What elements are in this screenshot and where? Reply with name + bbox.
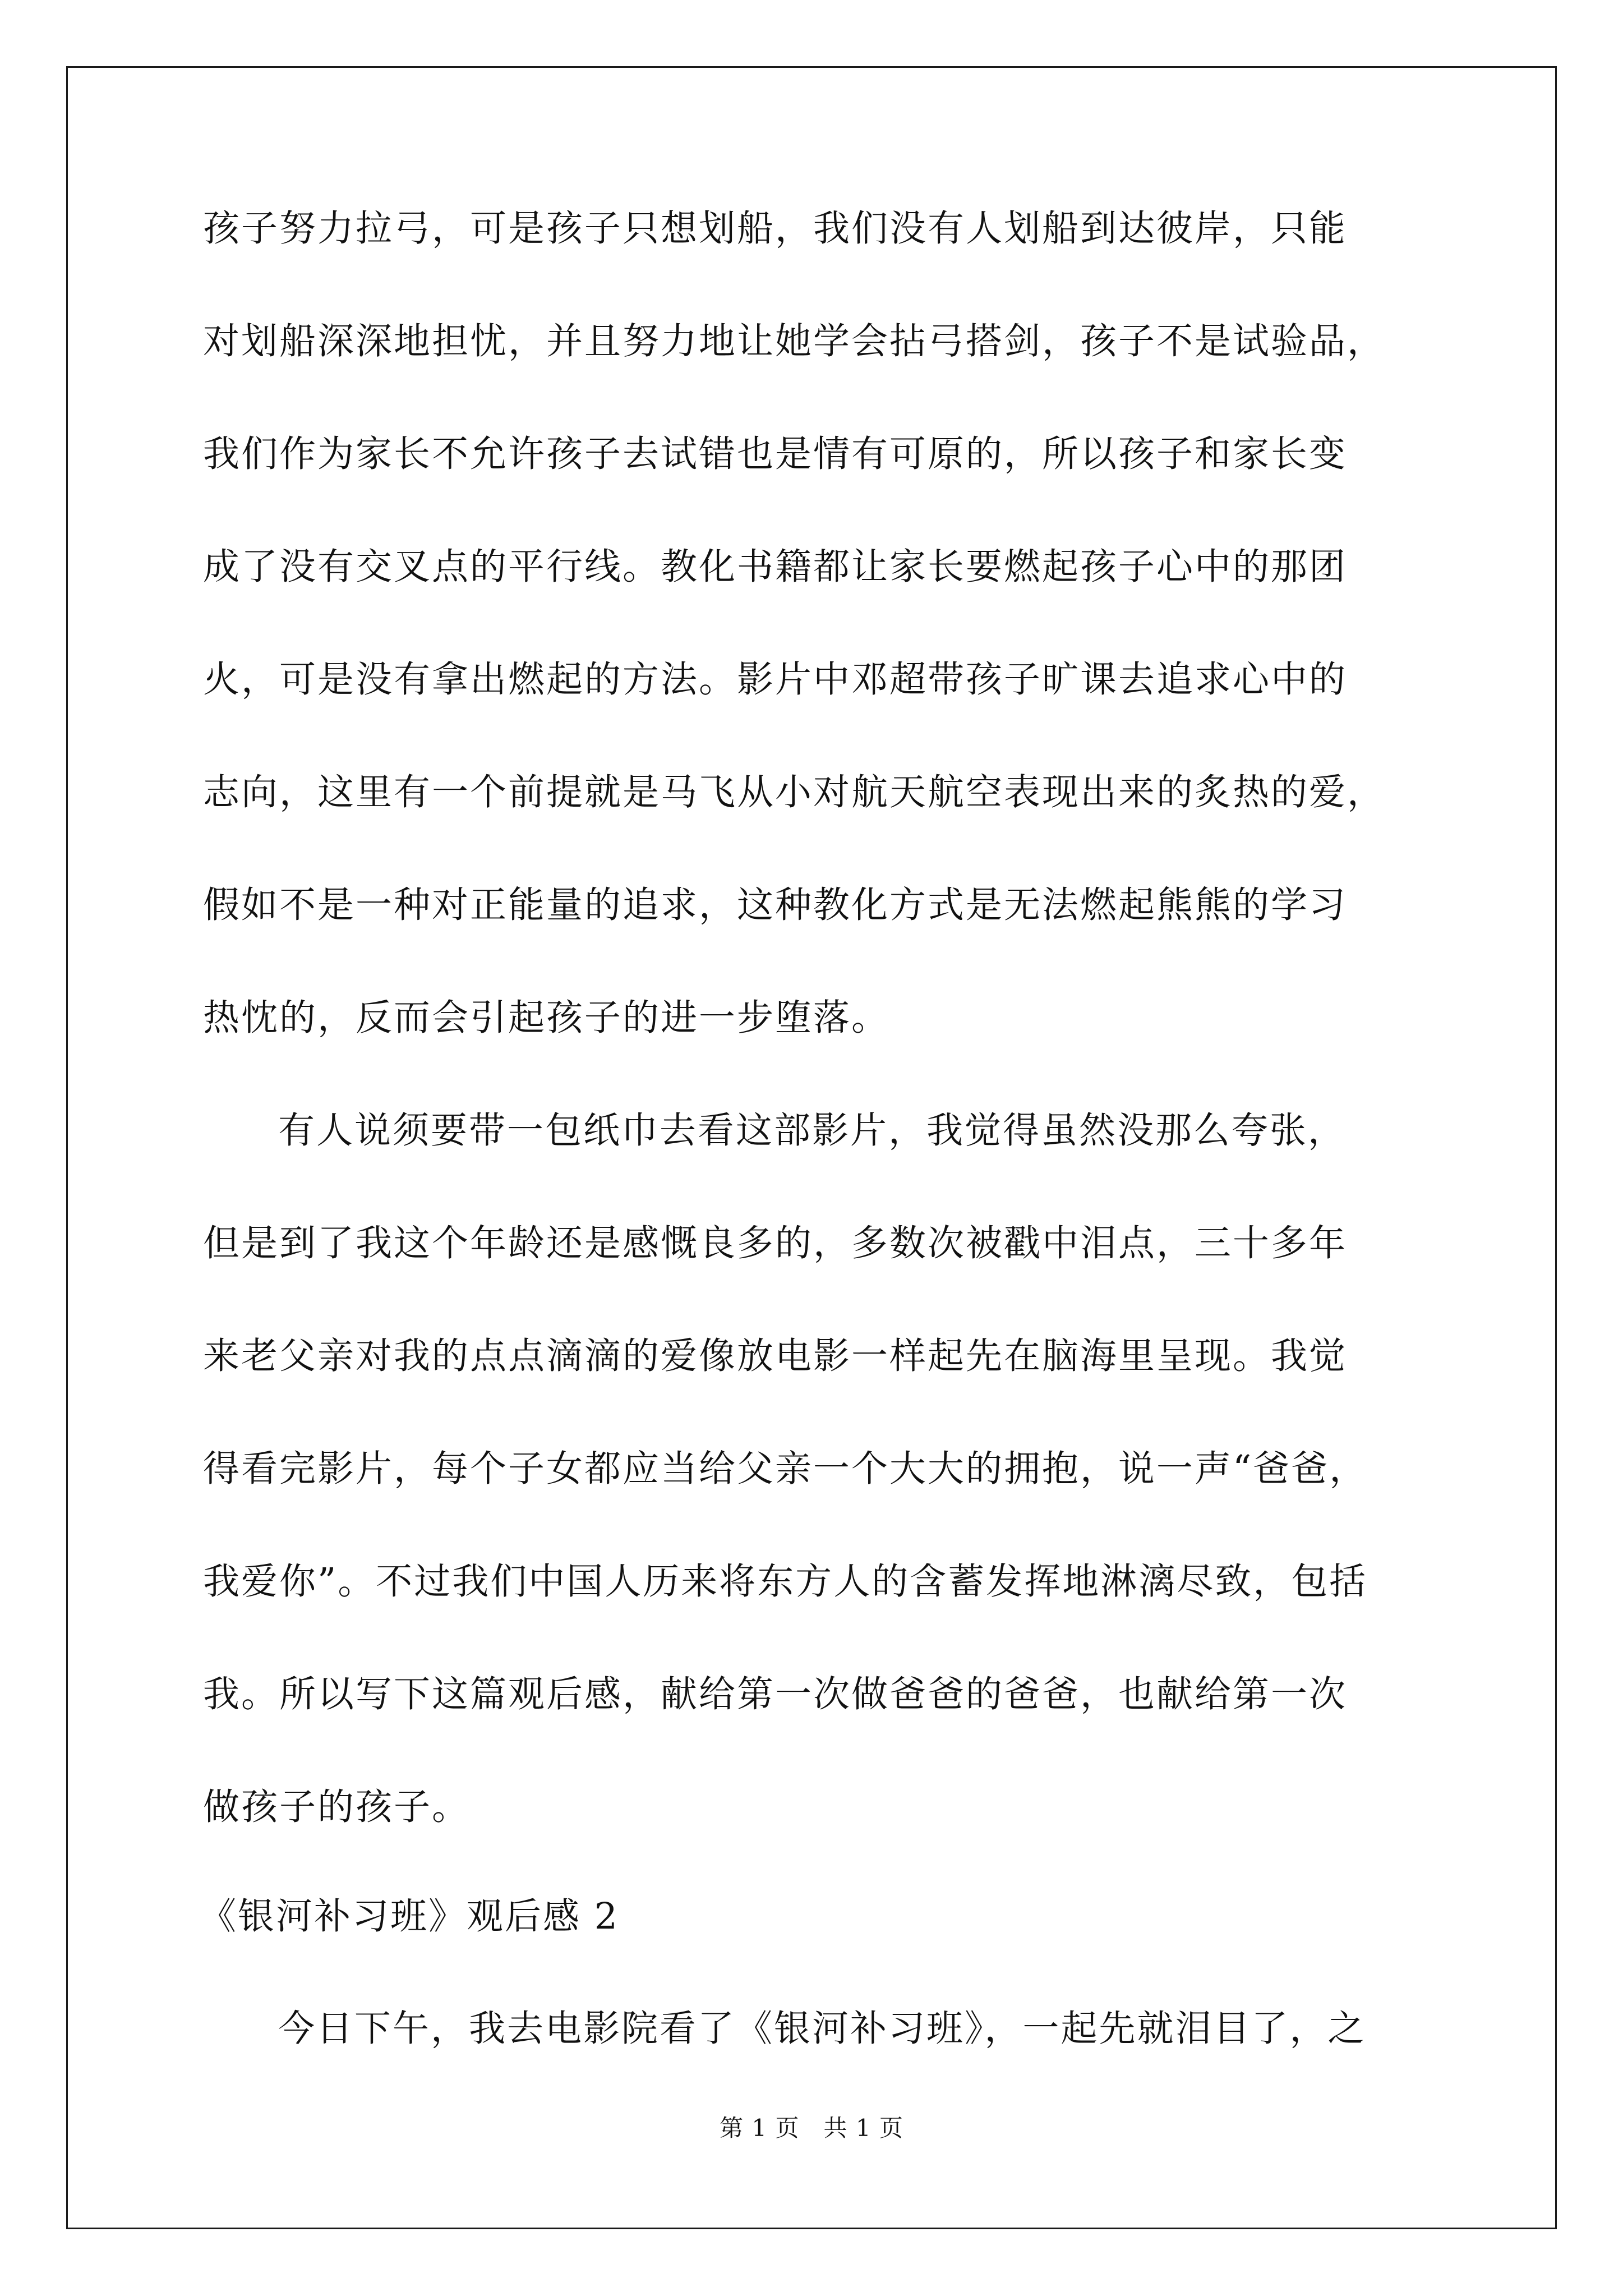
paragraph-line: 得看完影片，每个子女都应当给父亲一个大大的拥抱，说一声“爸爸， — [203, 1448, 1368, 1490]
paragraph-line: 火，可是没有拿出燃起的方法。影片中邓超带孩子旷课去追求心中的 — [203, 659, 1348, 701]
paragraph-line: 孩子努力拉弓，可是孩子只想划船，我们没有人划船到达彼岸，只能 — [203, 208, 1348, 250]
page-number: 第 1 页 共 1 页 — [720, 2114, 903, 2142]
paragraph-line: 对划船深深地担忧，并且努力地让她学会拈弓搭剑，孩子不是试验品， — [203, 320, 1386, 362]
paragraph-line: 做孩子的孩子。 — [203, 1786, 471, 1828]
paragraph-line: 我爱你”。不过我们中国人历来将东方人的含蓄发挥地淋漓尽致，包括 — [203, 1561, 1368, 1603]
paragraph-line: 有人说须要带一包纸巾去看这部影片，我觉得虽然没那么夸张， — [278, 1110, 1347, 1152]
paragraph-line: 我们作为家长不允许孩子去试错也是情有可原的，所以孩子和家长变 — [203, 433, 1348, 475]
paragraph-line: 今日下午，我去电影院看了《银河补习班》，一起先就泪目了，之 — [278, 2008, 1366, 2050]
paragraph-line: 热忱的，反而会引起孩子的进一步堕落。 — [203, 997, 890, 1039]
paragraph-line: 成了没有交叉点的平行线。教化书籍都让家长要燃起孩子心中的那团 — [203, 546, 1348, 588]
paragraph-line: 志向，这里有一个前提就是马飞从小对航天航空表现出来的炙热的爱， — [203, 771, 1386, 813]
paragraph-line: 假如不是一种对正能量的追求，这种教化方式是无法燃起熊熊的学习 — [203, 884, 1348, 926]
paragraph-line: 但是到了我这个年龄还是感慨良多的，多数次被戳中泪点，三十多年 — [203, 1222, 1348, 1264]
section-title: 《银河补习班》观后感 2 — [200, 1895, 620, 1938]
paragraph-line: 我。所以写下这篇观后感，献给第一次做爸爸的爸爸，也献给第一次 — [203, 1673, 1348, 1715]
paragraph-line: 来老父亲对我的点点滴滴的爱像放电影一样起先在脑海里呈现。我觉 — [203, 1335, 1348, 1377]
